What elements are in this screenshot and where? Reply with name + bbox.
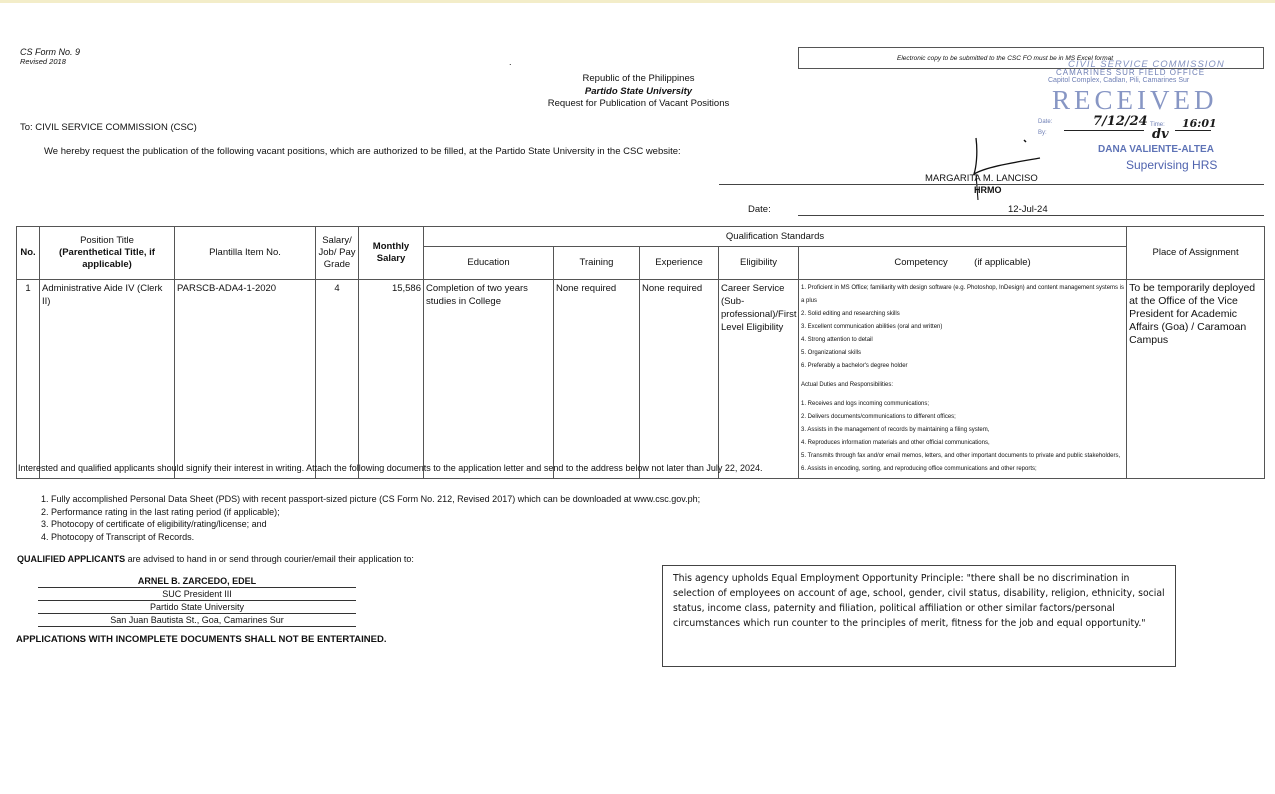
interest-instructions: Interested and qualified applicants should signify their interest in writing. Attach the following documents to the application letter and send to the address below not later than July 22, 2024. — [18, 463, 763, 473]
stamp-initials-handwritten: dv — [1152, 127, 1169, 142]
competency-item: 2. Solid editing and researching skills — [801, 311, 900, 317]
address-title: SUC President III — [38, 589, 356, 601]
incomplete-warning: APPLICATIONS WITH INCOMPLETE DOCUMENTS SHALL NOT BE ENTERTAINED. — [16, 634, 387, 645]
header-subject: Request for Publication of Vacant Positions — [547, 98, 730, 109]
row-salary: 15,586 — [359, 280, 424, 479]
col-position-sub: (Parenthetical Title, if applicable) — [59, 247, 155, 270]
date-line — [798, 215, 1264, 216]
request-text: We hereby request the publication of the following vacant positions, which are authorized to be filled, at the Partido State University in the CSC website: — [44, 146, 681, 157]
row-experience: None required — [640, 280, 719, 479]
stamp-time-handwritten: 16:01 — [1182, 117, 1217, 130]
address-institution: Partido State University — [38, 602, 356, 614]
duty-item: 4. Reproduces information materials and other official communications, — [801, 440, 990, 446]
date-value: 12-Jul-24 — [1008, 204, 1048, 215]
date-label: Date: — [748, 204, 771, 215]
col-competency — [799, 247, 1127, 280]
stamp-commission: CIVIL SERVICE COMMISSION — [1068, 59, 1225, 70]
col-position — [40, 227, 175, 280]
row-eligibility: Career Service (Sub-professional)/First Level Eligibility — [719, 280, 799, 479]
competency-item: 1. Proficient in MS Office; familiarity with design software (e.g. Photoshop, InDesign) and content management systems is a plus — [801, 285, 1125, 304]
competency-item: 3. Excellent communication abilities (oral and written) — [801, 324, 943, 330]
qualified-applicants-note — [17, 554, 414, 564]
col-eligibility: Eligibility — [719, 247, 799, 280]
col-qualification-standards: Qualification Standards — [424, 227, 1127, 247]
stamp-receiver: DANA VALIENTE-ALTEA — [1098, 144, 1214, 155]
col-experience: Experience — [640, 247, 719, 280]
stamp-time-label: Time: — [1150, 122, 1165, 128]
competency-item: 6. Preferably a bachelor's degree holder — [801, 363, 908, 369]
duty-item: 6. Assists in encoding, sorting, and reproducing office communications and other reports; — [801, 466, 1037, 472]
table-row — [17, 280, 1265, 479]
row-competency — [799, 280, 1127, 479]
qualified-applicants-text: are advised to hand in or send through courier/email their application to: — [125, 554, 414, 564]
competency-item: 4. Strong attention to detail — [801, 337, 873, 343]
header-agency: Partido State University — [584, 86, 693, 97]
col-position-title: Position Title — [80, 235, 134, 246]
qualified-applicants-label: QUALIFIED APPLICANTS — [17, 554, 126, 564]
address-street: San Juan Bautista St., Goa, Camarines Sur — [38, 615, 356, 627]
row-training: None required — [554, 280, 640, 479]
top-edge-strip — [0, 0, 1275, 3]
row-place: To be temporarily deployed at the Office of the Vice President for Academic Affairs (Goa) / Caramoan Campus — [1127, 280, 1265, 479]
col-no: No. — [17, 227, 40, 280]
col-salary-grade: Salary/ Job/ Pay Grade — [316, 227, 359, 280]
header-republic: Republic of the Philippines — [582, 73, 695, 84]
stamp-address: Capitol Complex, Cadlan, Pili, Camarines Sur — [1048, 77, 1190, 84]
stamp-time-underline — [1175, 130, 1211, 131]
duty-item: 2. Delivers documents/communications to different offices; — [801, 414, 956, 420]
eeo-statement: This agency upholds Equal Employment Opportunity Principle: "there shall be no discrimination in selection of employees on account of age, school, gender, civil status, disability, religion, ethnicity, social status, income class, paternity and filiation, political affiliation or other similar factors/personal circumstances which run counter to the principles of merit, fitness for the job and equal opportunity." — [662, 565, 1176, 667]
stamp-date-underline — [1064, 130, 1144, 131]
stray-mark: . — [509, 57, 512, 67]
duty-item: 3. Assists in the management of records by maintaining a filing system, — [801, 427, 990, 433]
stamp-date-label: Date: — [1038, 119, 1053, 125]
duties-title: Actual Duties and Responsibilities: — [801, 382, 894, 388]
row-education: Completion of two years studies in College — [424, 280, 554, 479]
document-item: 1. Fully accomplished Personal Data Sheet (PDS) with recent passport-sized picture (CS Form No. 212, Revised 2017) which can be downloaded at www.csc.gov.ph; — [41, 494, 701, 504]
col-competency-label: Competency — [894, 257, 948, 268]
duty-item: 5. Transmits through fax and/or email memos, letters, and other important documents to private and public stakeholders, — [801, 453, 1121, 459]
addressee: To: CIVIL SERVICE COMMISSION (CSC) — [20, 122, 197, 133]
form-revision: Revised 2018 — [20, 57, 66, 66]
vacancy-table — [16, 226, 1265, 479]
row-position: Administrative Aide IV (Clerk II) — [40, 280, 175, 479]
signatory-name: MARGARITA M. LANCISO — [925, 173, 1038, 184]
col-competency-note: (if applicable) — [974, 257, 1031, 268]
competency-item: 5. Organizational skills — [801, 350, 862, 356]
duty-item: 1. Receives and logs incoming communications; — [801, 401, 930, 407]
stamp-by-label: By: — [1038, 130, 1047, 136]
electronic-copy-note: Electronic copy to be submitted to the CSC FO must be in MS Excel format — [897, 55, 1114, 62]
document-item: 4. Photocopy of Transcript of Records. — [41, 532, 195, 542]
row-grade: 4 — [316, 280, 359, 479]
col-training: Training — [554, 247, 640, 280]
row-plantilla: PARSCB-ADA4-1-2020 — [175, 280, 316, 479]
signatory-position: HRMO — [974, 185, 1002, 195]
col-place: Place of Assignment — [1127, 227, 1265, 280]
stamp-field-office: CAMARINES SUR FIELD OFFICE — [1056, 68, 1206, 77]
document-item: 3. Photocopy of certificate of eligibility/rating/license; and — [41, 519, 267, 529]
signature-scribble — [968, 134, 1048, 206]
col-plantilla: Plantilla Item No. — [175, 227, 316, 280]
stamp-receiver-title: Supervising HRS — [1126, 158, 1218, 172]
col-monthly-salary: Monthly Salary — [359, 227, 424, 280]
address-name: ARNEL B. ZARCEDO, EDEL — [38, 576, 356, 588]
col-education: Education — [424, 247, 554, 280]
form-number: CS Form No. 9 — [20, 47, 81, 57]
stamp-date-handwritten: 7/12/24 — [1093, 114, 1148, 129]
row-no: 1 — [17, 280, 40, 479]
stamp-received: RECEIVED — [1052, 85, 1218, 115]
document-item: 2. Performance rating in the last rating period (if applicable); — [41, 507, 280, 517]
